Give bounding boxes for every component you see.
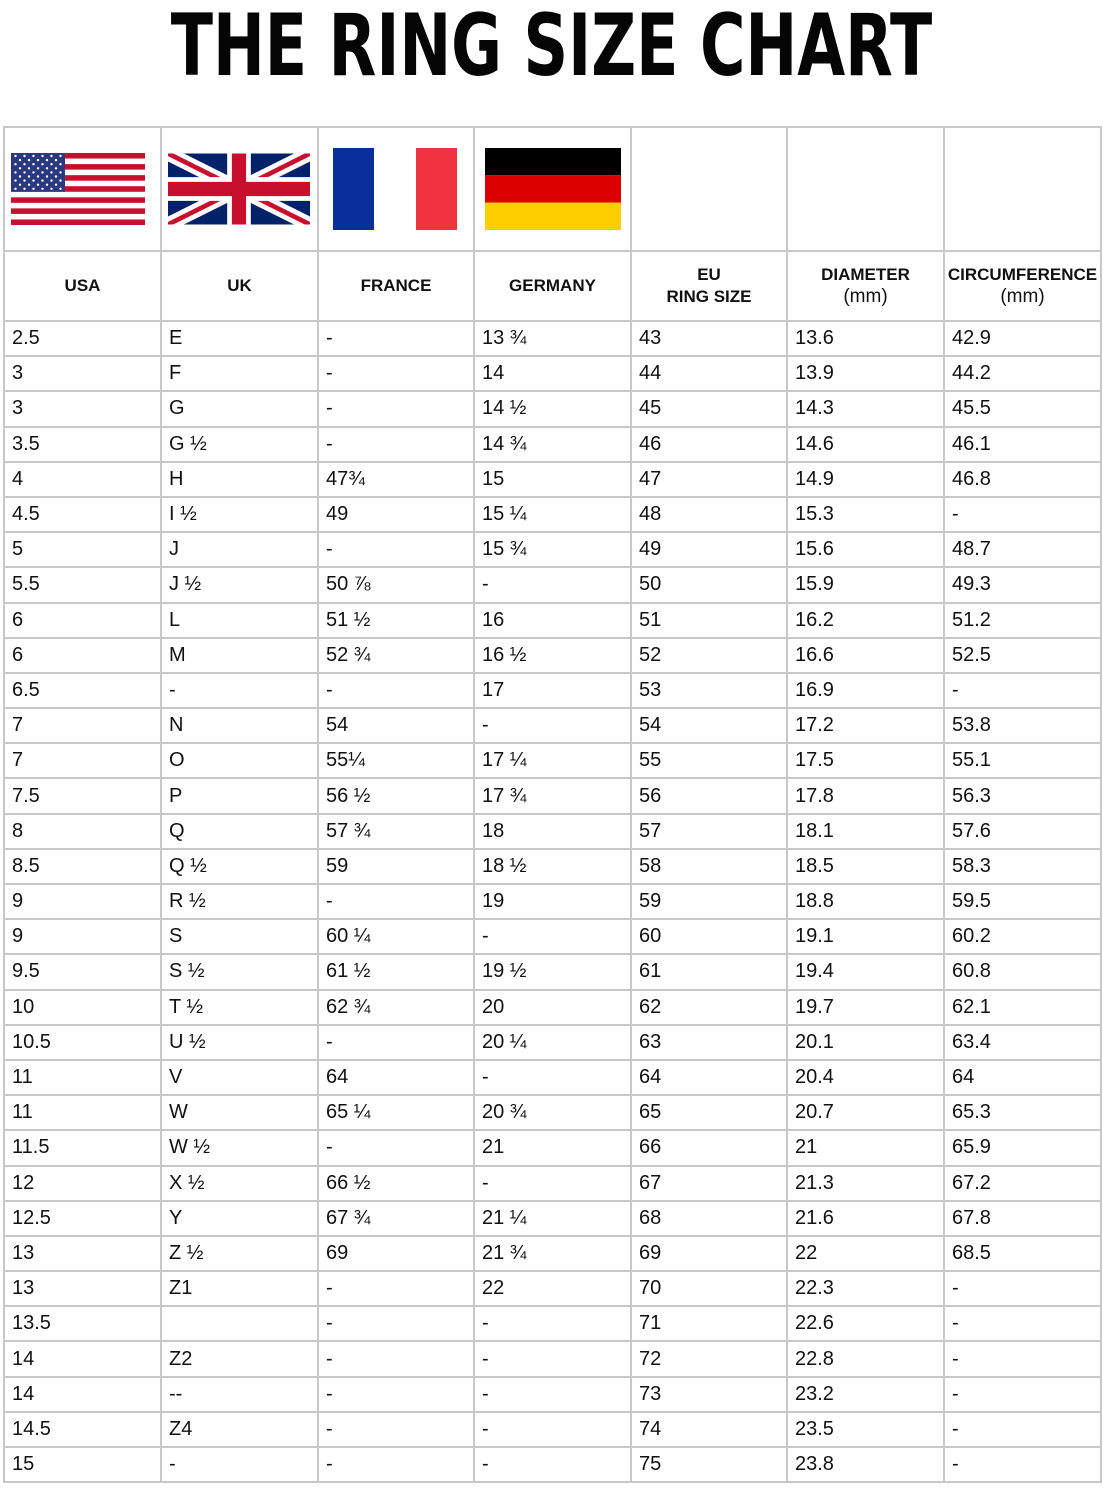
header-usa: USA — [4, 251, 161, 321]
cell-eu: 70 — [631, 1271, 787, 1306]
table-row — [4, 919, 1101, 954]
cell-germany: - — [474, 708, 631, 743]
cell-germany: 16 ½ — [474, 638, 631, 673]
cell-uk: R ½ — [161, 884, 318, 919]
cell-eu: 68 — [631, 1201, 787, 1236]
cell-uk: N — [161, 708, 318, 743]
table-row — [4, 743, 1101, 778]
empty-cell — [787, 127, 944, 251]
cell-france: 49 — [318, 497, 474, 532]
cell-uk: Y — [161, 1201, 318, 1236]
empty-cell — [944, 127, 1101, 251]
cell-germany: 14 — [474, 356, 631, 391]
cell-diameter: 15.6 — [787, 532, 944, 567]
cell-diameter: 15.9 — [787, 567, 944, 602]
cell-diameter: 22 — [787, 1236, 944, 1271]
cell-usa: 10.5 — [4, 1025, 161, 1060]
header-circumference-label: CIRCUMFERENCE — [947, 265, 1098, 284]
cell-germany: 18 — [474, 814, 631, 849]
cell-eu: 72 — [631, 1341, 787, 1376]
cell-france: - — [318, 427, 474, 462]
cell-circumference: 53.8 — [944, 708, 1101, 743]
cell-uk: Z4 — [161, 1412, 318, 1447]
cell-germany: 21 ¼ — [474, 1201, 631, 1236]
cell-diameter: 16.2 — [787, 603, 944, 638]
page-title: THE RING SIZE CHART — [170, 0, 933, 96]
cell-diameter: 19.4 — [787, 954, 944, 989]
cell-diameter: 15.3 — [787, 497, 944, 532]
cell-germany: 19 ½ — [474, 954, 631, 989]
cell-germany: - — [474, 1377, 631, 1412]
cell-germany: - — [474, 1060, 631, 1095]
cell-france: 69 — [318, 1236, 474, 1271]
header-france: FRANCE — [318, 251, 474, 321]
cell-eu: 47 — [631, 462, 787, 497]
cell-germany: 20 ¼ — [474, 1025, 631, 1060]
cell-usa: 3.5 — [4, 427, 161, 462]
table-row — [4, 1166, 1101, 1201]
cell-usa: 5 — [4, 532, 161, 567]
cell-eu: 63 — [631, 1025, 787, 1060]
table-row — [4, 673, 1101, 708]
cell-france: - — [318, 1412, 474, 1447]
cell-eu: 56 — [631, 778, 787, 813]
table-row — [4, 1095, 1101, 1130]
cell-germany: - — [474, 567, 631, 602]
cell-germany: - — [474, 1447, 631, 1482]
table-row — [4, 1271, 1101, 1306]
cell-uk — [161, 1306, 318, 1341]
header-circumference — [944, 251, 1101, 321]
cell-usa: 6 — [4, 638, 161, 673]
header-diameter — [787, 251, 944, 321]
cell-germany: 14 ¾ — [474, 427, 631, 462]
header-germany: GERMANY — [474, 251, 631, 321]
cell-uk: Z2 — [161, 1341, 318, 1376]
cell-usa: 7 — [4, 743, 161, 778]
cell-circumference: 59.5 — [944, 884, 1101, 919]
cell-usa: 15 — [4, 1447, 161, 1482]
header-eu-line2: RING SIZE — [666, 287, 752, 306]
cell-france: 61 ½ — [318, 954, 474, 989]
cell-diameter: 19.7 — [787, 990, 944, 1025]
cell-usa: 5.5 — [4, 567, 161, 602]
cell-circumference: 46.1 — [944, 427, 1101, 462]
empty-cell — [631, 127, 787, 251]
cell-uk: O — [161, 743, 318, 778]
cell-usa: 11 — [4, 1095, 161, 1130]
cell-france: - — [318, 321, 474, 356]
cell-france: - — [318, 884, 474, 919]
cell-eu: 43 — [631, 321, 787, 356]
cell-usa: 11 — [4, 1060, 161, 1095]
cell-diameter: 22.6 — [787, 1306, 944, 1341]
cell-germany: - — [474, 1166, 631, 1201]
cell-eu: 58 — [631, 849, 787, 884]
cell-usa: 9 — [4, 884, 161, 919]
header-uk: UK — [161, 251, 318, 321]
cell-circumference: 63.4 — [944, 1025, 1101, 1060]
table-row — [4, 497, 1101, 532]
cell-diameter: 23.2 — [787, 1377, 944, 1412]
cell-eu: 66 — [631, 1130, 787, 1165]
cell-usa: 11.5 — [4, 1130, 161, 1165]
cell-uk: - — [161, 673, 318, 708]
cell-circumference: 67.2 — [944, 1166, 1101, 1201]
table-row — [4, 1025, 1101, 1060]
cell-france: 50 ⅞ — [318, 567, 474, 602]
cell-germany: 21 ¾ — [474, 1236, 631, 1271]
cell-eu: 49 — [631, 532, 787, 567]
cell-circumference: - — [944, 1341, 1101, 1376]
cell-circumference: 45.5 — [944, 391, 1101, 426]
cell-diameter: 18.5 — [787, 849, 944, 884]
cell-circumference: 67.8 — [944, 1201, 1101, 1236]
cell-usa: 12.5 — [4, 1201, 161, 1236]
cell-circumference: 46.8 — [944, 462, 1101, 497]
cell-france: - — [318, 1130, 474, 1165]
cell-france: - — [318, 1341, 474, 1376]
cell-usa: 2.5 — [4, 321, 161, 356]
cell-usa: 6 — [4, 603, 161, 638]
cell-germany: 18 ½ — [474, 849, 631, 884]
cell-france: 66 ½ — [318, 1166, 474, 1201]
table-row — [4, 814, 1101, 849]
cell-diameter: 21 — [787, 1130, 944, 1165]
header-circumference-unit: (mm) — [1000, 286, 1045, 307]
cell-uk: W — [161, 1095, 318, 1130]
table-row — [4, 708, 1101, 743]
cell-france: 62 ¾ — [318, 990, 474, 1025]
cell-uk: H — [161, 462, 318, 497]
cell-usa: 8.5 — [4, 849, 161, 884]
header-diameter-label: DIAMETER — [821, 265, 910, 284]
cell-uk: Q ½ — [161, 849, 318, 884]
cell-eu: 69 — [631, 1236, 787, 1271]
cell-eu: 59 — [631, 884, 787, 919]
cell-eu: 74 — [631, 1412, 787, 1447]
cell-germany: 13 ¾ — [474, 321, 631, 356]
cell-circumference: 65.9 — [944, 1130, 1101, 1165]
cell-eu: 73 — [631, 1377, 787, 1412]
cell-diameter: 17.2 — [787, 708, 944, 743]
cell-circumference: - — [944, 1306, 1101, 1341]
cell-diameter: 20.1 — [787, 1025, 944, 1060]
cell-eu: 44 — [631, 356, 787, 391]
cell-uk: J ½ — [161, 567, 318, 602]
cell-uk: J — [161, 532, 318, 567]
cell-diameter: 22.8 — [787, 1341, 944, 1376]
table-row — [4, 356, 1101, 391]
cell-germany: 22 — [474, 1271, 631, 1306]
cell-circumference: 60.2 — [944, 919, 1101, 954]
cell-usa: 13 — [4, 1271, 161, 1306]
cell-uk: L — [161, 603, 318, 638]
cell-uk: M — [161, 638, 318, 673]
table-row — [4, 1060, 1101, 1095]
cell-uk: X ½ — [161, 1166, 318, 1201]
table-row — [4, 849, 1101, 884]
uk-flag-icon — [168, 153, 310, 225]
table-row — [4, 1447, 1101, 1482]
ring-size-table — [3, 126, 1102, 1483]
table-row — [4, 954, 1101, 989]
uk-flag-cell — [161, 127, 318, 251]
cell-germany: 20 — [474, 990, 631, 1025]
cell-france: - — [318, 673, 474, 708]
cell-eu: 60 — [631, 919, 787, 954]
france-flag-icon — [333, 148, 457, 230]
cell-diameter: 16.6 — [787, 638, 944, 673]
cell-circumference: 48.7 — [944, 532, 1101, 567]
cell-eu: 67 — [631, 1166, 787, 1201]
cell-germany: 15 — [474, 462, 631, 497]
cell-germany: 14 ½ — [474, 391, 631, 426]
cell-usa: 12 — [4, 1166, 161, 1201]
usa-flag-icon — [11, 153, 145, 225]
cell-circumference: 68.5 — [944, 1236, 1101, 1271]
cell-diameter: 17.8 — [787, 778, 944, 813]
cell-circumference: - — [944, 1377, 1101, 1412]
table-row — [4, 603, 1101, 638]
cell-usa: 7.5 — [4, 778, 161, 813]
france-flag-cell — [318, 127, 474, 251]
cell-diameter: 18.8 — [787, 884, 944, 919]
table-row — [4, 884, 1101, 919]
usa-flag-cell — [4, 127, 161, 251]
cell-germany: 15 ¼ — [474, 497, 631, 532]
table-row — [4, 1130, 1101, 1165]
cell-usa: 14 — [4, 1341, 161, 1376]
cell-diameter: 23.8 — [787, 1447, 944, 1482]
cell-uk: F — [161, 356, 318, 391]
cell-france: - — [318, 1271, 474, 1306]
cell-usa: 13.5 — [4, 1306, 161, 1341]
cell-uk: T ½ — [161, 990, 318, 1025]
cell-uk: U ½ — [161, 1025, 318, 1060]
cell-germany: 17 — [474, 673, 631, 708]
cell-circumference: 56.3 — [944, 778, 1101, 813]
cell-circumference: 42.9 — [944, 321, 1101, 356]
cell-eu: 57 — [631, 814, 787, 849]
table-row — [4, 990, 1101, 1025]
table-row — [4, 391, 1101, 426]
cell-eu: 75 — [631, 1447, 787, 1482]
cell-uk: -- — [161, 1377, 318, 1412]
header-row — [4, 251, 1101, 321]
cell-france: - — [318, 532, 474, 567]
table-row — [4, 1201, 1101, 1236]
cell-diameter: 23.5 — [787, 1412, 944, 1447]
table-row — [4, 532, 1101, 567]
cell-usa: 4 — [4, 462, 161, 497]
cell-uk: G — [161, 391, 318, 426]
cell-circumference: 57.6 — [944, 814, 1101, 849]
cell-uk: E — [161, 321, 318, 356]
cell-circumference: 49.3 — [944, 567, 1101, 602]
cell-eu: 62 — [631, 990, 787, 1025]
cell-eu: 64 — [631, 1060, 787, 1095]
header-diameter-unit: (mm) — [843, 286, 888, 307]
table-row — [4, 1236, 1101, 1271]
cell-france: - — [318, 1447, 474, 1482]
flag-row — [4, 127, 1101, 251]
cell-uk: Z1 — [161, 1271, 318, 1306]
cell-usa: 14.5 — [4, 1412, 161, 1447]
cell-diameter: 14.3 — [787, 391, 944, 426]
cell-uk: W ½ — [161, 1130, 318, 1165]
cell-france: 47¾ — [318, 462, 474, 497]
cell-usa: 7 — [4, 708, 161, 743]
cell-uk: S — [161, 919, 318, 954]
cell-usa: 3 — [4, 391, 161, 426]
cell-circumference: - — [944, 673, 1101, 708]
cell-france: 51 ½ — [318, 603, 474, 638]
cell-france: 54 — [318, 708, 474, 743]
cell-eu: 51 — [631, 603, 787, 638]
table-row — [4, 1306, 1101, 1341]
table-row — [4, 427, 1101, 462]
cell-germany: - — [474, 1412, 631, 1447]
table-row — [4, 462, 1101, 497]
cell-germany: - — [474, 1306, 631, 1341]
cell-usa: 14 — [4, 1377, 161, 1412]
cell-diameter: 13.9 — [787, 356, 944, 391]
cell-circumference: - — [944, 1412, 1101, 1447]
cell-uk: P — [161, 778, 318, 813]
cell-diameter: 21.3 — [787, 1166, 944, 1201]
cell-germany: 17 ¾ — [474, 778, 631, 813]
cell-usa: 3 — [4, 356, 161, 391]
cell-circumference: 65.3 — [944, 1095, 1101, 1130]
cell-circumference: - — [944, 1447, 1101, 1482]
header-eu-line1: EU — [697, 265, 721, 284]
table-row — [4, 638, 1101, 673]
cell-circumference: 44.2 — [944, 356, 1101, 391]
cell-france: - — [318, 1306, 474, 1341]
cell-usa: 4.5 — [4, 497, 161, 532]
cell-germany: 15 ¾ — [474, 532, 631, 567]
germany-flag-icon — [485, 148, 621, 230]
cell-france: 56 ½ — [318, 778, 474, 813]
cell-eu: 48 — [631, 497, 787, 532]
cell-diameter: 13.6 — [787, 321, 944, 356]
cell-circumference: 62.1 — [944, 990, 1101, 1025]
cell-usa: 9.5 — [4, 954, 161, 989]
cell-diameter: 14.9 — [787, 462, 944, 497]
cell-eu: 46 — [631, 427, 787, 462]
cell-eu: 45 — [631, 391, 787, 426]
cell-eu: 61 — [631, 954, 787, 989]
cell-france: 65 ¼ — [318, 1095, 474, 1130]
cell-diameter: 14.6 — [787, 427, 944, 462]
cell-diameter: 22.3 — [787, 1271, 944, 1306]
table-row — [4, 567, 1101, 602]
cell-uk: S ½ — [161, 954, 318, 989]
cell-circumference: 60.8 — [944, 954, 1101, 989]
cell-usa: 8 — [4, 814, 161, 849]
cell-germany: 17 ¼ — [474, 743, 631, 778]
cell-eu: 71 — [631, 1306, 787, 1341]
cell-germany: - — [474, 919, 631, 954]
cell-france: 67 ¾ — [318, 1201, 474, 1236]
table-row — [4, 321, 1101, 356]
cell-france: - — [318, 356, 474, 391]
cell-france: 57 ¾ — [318, 814, 474, 849]
cell-france: 52 ¾ — [318, 638, 474, 673]
cell-germany: 19 — [474, 884, 631, 919]
cell-france: 60 ¼ — [318, 919, 474, 954]
cell-france: 64 — [318, 1060, 474, 1095]
cell-france: - — [318, 1025, 474, 1060]
table-row — [4, 1341, 1101, 1376]
cell-uk: Q — [161, 814, 318, 849]
cell-eu: 53 — [631, 673, 787, 708]
cell-usa: 10 — [4, 990, 161, 1025]
cell-germany: 16 — [474, 603, 631, 638]
table-row — [4, 1377, 1101, 1412]
cell-france: - — [318, 1377, 474, 1412]
cell-diameter: 16.9 — [787, 673, 944, 708]
cell-diameter: 19.1 — [787, 919, 944, 954]
table-row — [4, 1412, 1101, 1447]
cell-france: - — [318, 391, 474, 426]
germany-flag-cell — [474, 127, 631, 251]
cell-uk: - — [161, 1447, 318, 1482]
cell-diameter: 18.1 — [787, 814, 944, 849]
cell-diameter: 21.6 — [787, 1201, 944, 1236]
cell-circumference: 55.1 — [944, 743, 1101, 778]
cell-eu: 52 — [631, 638, 787, 673]
cell-circumference: - — [944, 497, 1101, 532]
cell-uk: V — [161, 1060, 318, 1095]
cell-france: 59 — [318, 849, 474, 884]
cell-circumference: - — [944, 1271, 1101, 1306]
cell-usa: 13 — [4, 1236, 161, 1271]
header-eu-ring-size — [631, 251, 787, 321]
cell-germany: - — [474, 1341, 631, 1376]
cell-circumference: 64 — [944, 1060, 1101, 1095]
cell-france: 55¼ — [318, 743, 474, 778]
cell-usa: 6.5 — [4, 673, 161, 708]
cell-uk: Z ½ — [161, 1236, 318, 1271]
cell-germany: 20 ¾ — [474, 1095, 631, 1130]
cell-circumference: 51.2 — [944, 603, 1101, 638]
cell-diameter: 20.4 — [787, 1060, 944, 1095]
table-row — [4, 778, 1101, 813]
cell-diameter: 20.7 — [787, 1095, 944, 1130]
cell-circumference: 58.3 — [944, 849, 1101, 884]
cell-circumference: 52.5 — [944, 638, 1101, 673]
cell-uk: I ½ — [161, 497, 318, 532]
cell-eu: 54 — [631, 708, 787, 743]
cell-eu: 65 — [631, 1095, 787, 1130]
cell-uk: G ½ — [161, 427, 318, 462]
cell-usa: 9 — [4, 919, 161, 954]
cell-diameter: 17.5 — [787, 743, 944, 778]
cell-germany: 21 — [474, 1130, 631, 1165]
cell-eu: 55 — [631, 743, 787, 778]
cell-eu: 50 — [631, 567, 787, 602]
